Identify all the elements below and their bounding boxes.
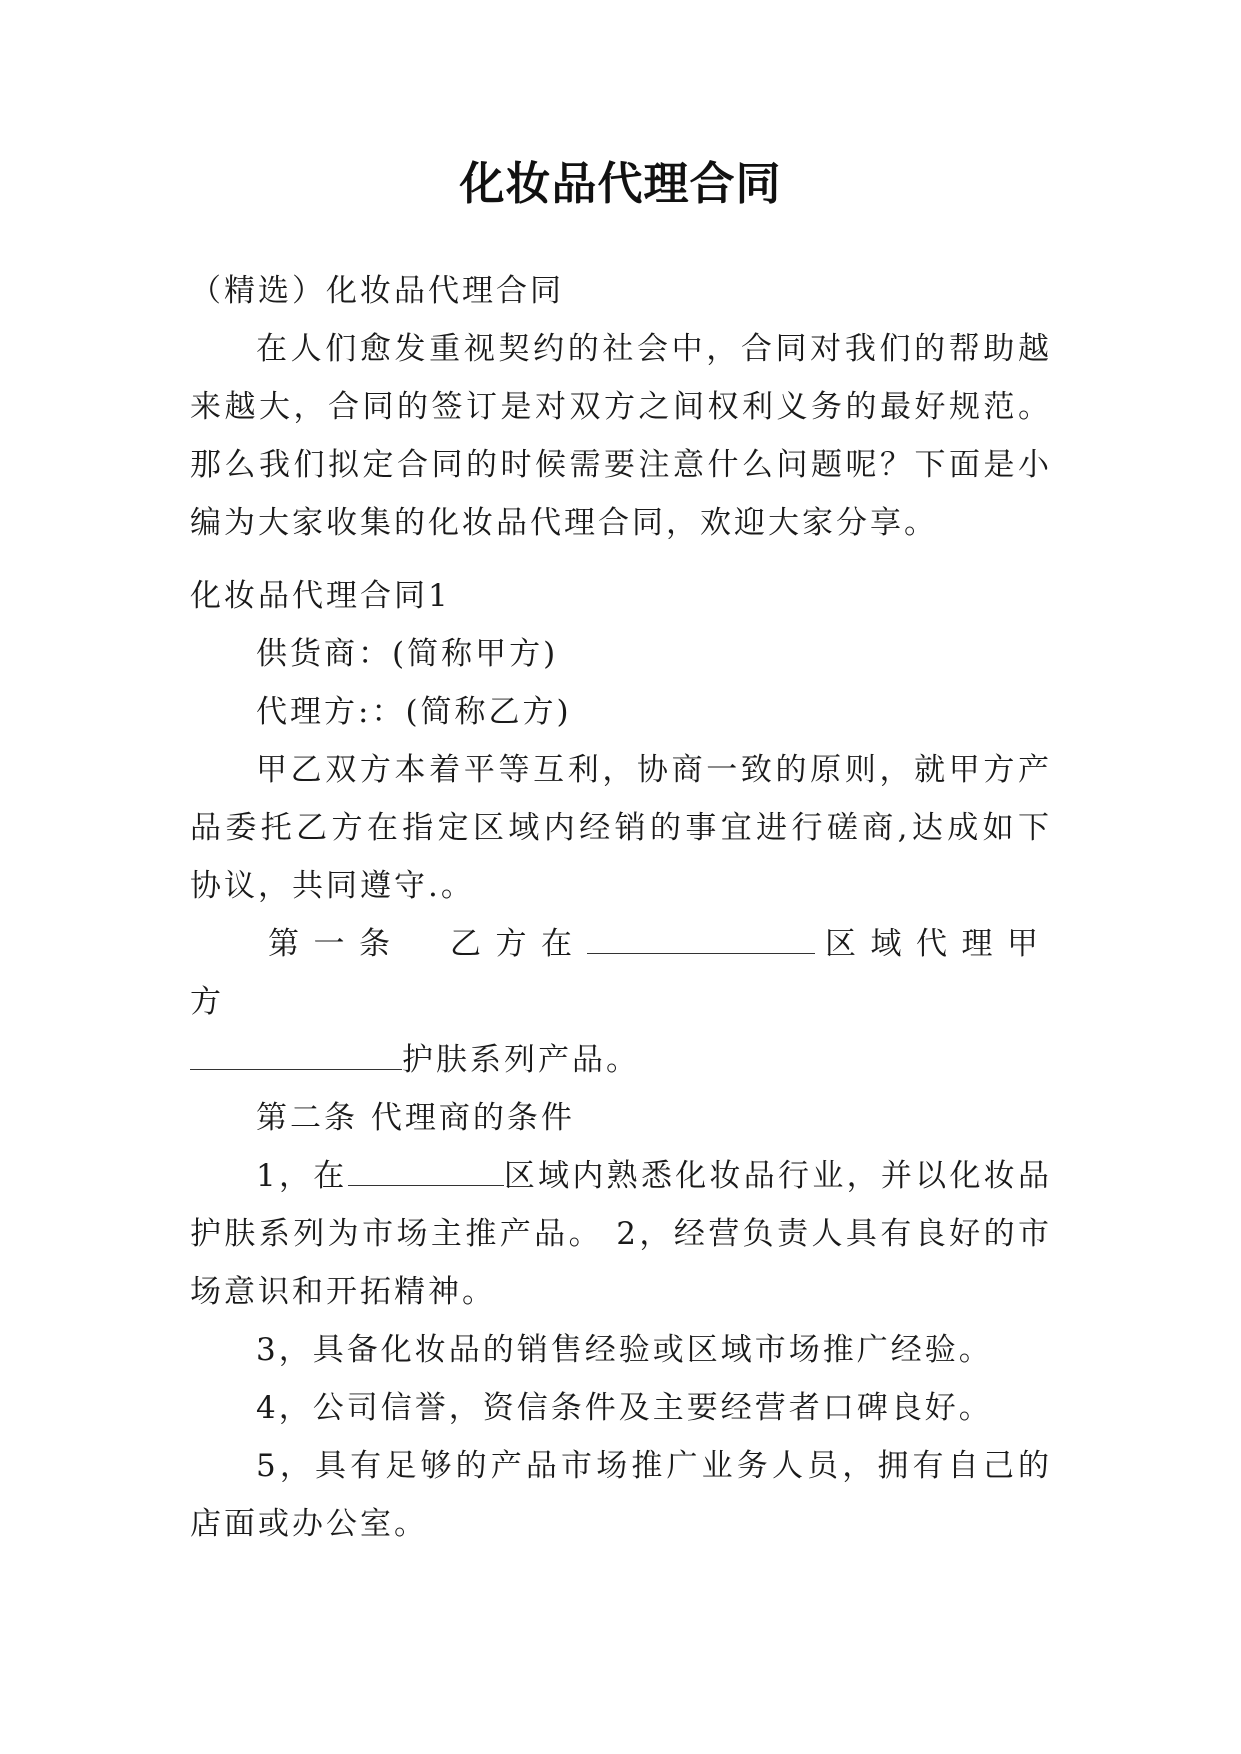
article-1-part-c: 护肤系列产品。 <box>402 1042 640 1078</box>
item-4: 4，公司信誉，资信条件及主要经营者口碑良好。 <box>256 1390 993 1426</box>
article-1-part-a: 第一条 乙方在 <box>268 926 587 962</box>
item-1-prefix: 1，在 <box>256 1158 348 1194</box>
item-5: 5，具有足够的产品市场推广业务人员，拥有自己的店面或办公室。 <box>190 1448 1052 1542</box>
subtitle: （精选）化妆品代理合同 <box>190 273 564 309</box>
item-1-suffix: 区域内熟悉化妆品行业，并以化妆品护肤系列为市场主推产品。 2，经营负责人具有良好的市场意识和开拓精神。 <box>190 1158 1052 1310</box>
document-body-contract <box>190 567 1052 1553</box>
region-blank <box>587 927 815 954</box>
item-1-region-blank <box>348 1159 504 1186</box>
document-title: 化妆品代理合同 <box>459 157 782 210</box>
article-2-heading: 第二条 代理商的条件 <box>256 1100 575 1136</box>
intro-paragraph: 在人们愈发重视契约的社会中，合同对我们的帮助越来越大，合同的签订是对双方之间权利义务的最好规范。那么我们拟定合同的时候需要注意什么问题呢？下面是小编为大家收集的化妆品代理合同，欢迎大家分享。 <box>190 331 1052 541</box>
agent-line: 代理方:：(简称乙方) <box>256 694 572 730</box>
section-heading: 化妆品代理合同1 <box>190 578 451 614</box>
article-1 <box>190 915 1052 1089</box>
preamble-paragraph: 甲乙双方本着平等互利，协商一致的原则，就甲方产品委托乙方在指定区域内经销的事宜进行磋商,达成如下协议，共同遵守.。 <box>190 752 1052 904</box>
supplier-line: 供货商：(简称甲方) <box>256 636 559 672</box>
document-body-top <box>190 262 1052 552</box>
item-1 <box>190 1147 1052 1321</box>
item-3: 3，具备化妆品的销售经验或区域市场推广经验。 <box>256 1332 993 1368</box>
product-blank <box>190 1043 402 1070</box>
article-1-part-b: 区域代理甲方 <box>190 926 1052 1020</box>
